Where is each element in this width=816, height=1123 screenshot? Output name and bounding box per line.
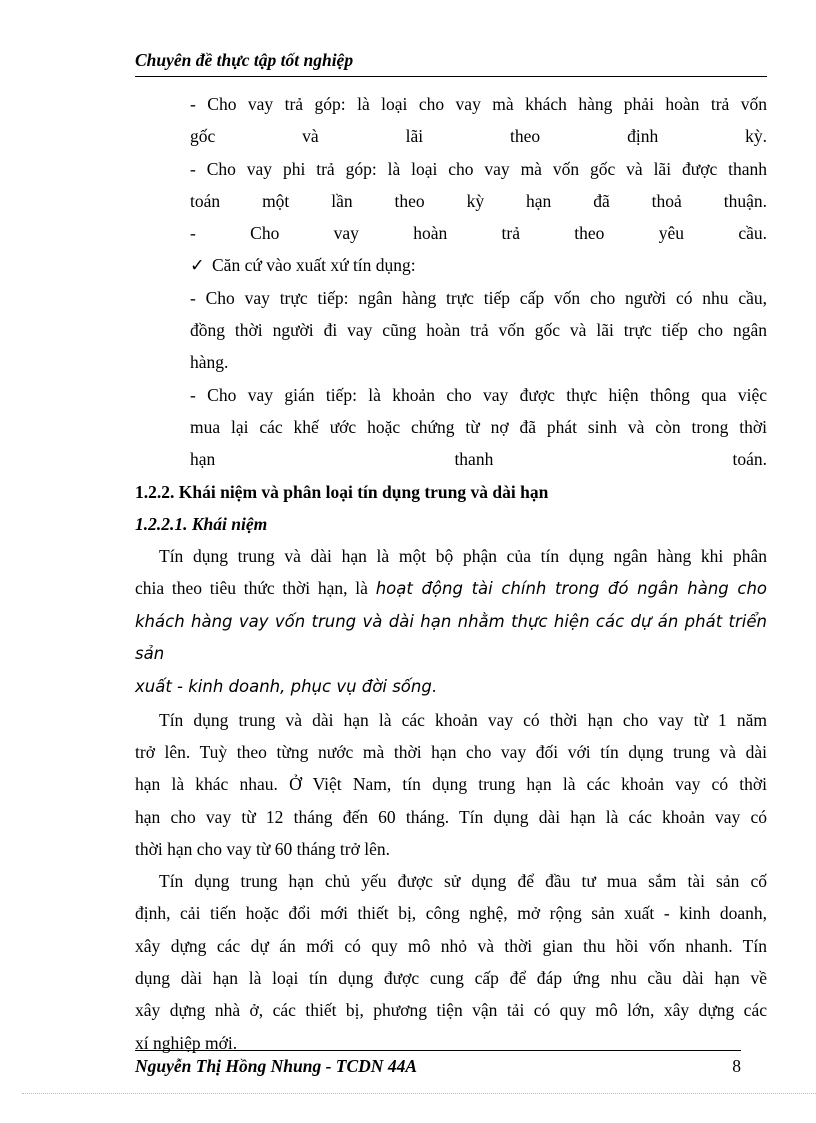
text-line: dụng dài hạn là loại tín dụng được cung cấp để đáp ứng nhu cầu dài hạn về <box>135 968 767 989</box>
text-line: hạn là khác nhau. Ở Việt Nam, tín dụng trung hạn là các khoản vay có thời <box>135 774 767 795</box>
italic-definition: xuất - kinh doanh, phục vụ đời sống <box>135 677 432 697</box>
text-line: mua lại các khế ước hoặc chứng từ nợ đã phát sinh và còn trong thời <box>190 416 767 437</box>
text-segment: . <box>431 676 437 697</box>
section-heading: 1.2.2. Khái niệm và phân loại tín dụng trung và dài hạn <box>135 481 549 502</box>
text-line: định, cải tiến hoặc đổi mới thiết bị, công nghệ, mở rộng sản xuất - kinh doanh, <box>135 903 767 924</box>
text-line: Tín dụng trung và dài hạn là các khoản vay có thời hạn cho vay từ 1 năm <box>159 709 767 730</box>
italic-definition: hoạt động tài chính trong đó ngân hàng cho <box>375 579 767 599</box>
text-line: Tín dụng trung và dài hạn là một bộ phận của tín dụng ngân hàng khi phân <box>159 546 767 567</box>
text-segment: chia theo tiêu thức thời hạn, là <box>135 578 376 599</box>
text-line: xây dựng nhà ở, các thiết bị, phương tiện vận tải có quy mô lớn, xây dựng các <box>135 1000 767 1021</box>
header-divider <box>135 76 767 77</box>
bullet-direct-loan <box>135 282 767 379</box>
checkmark-icon: ✓ <box>190 255 205 276</box>
text-line: - Cho vay trực tiếp: ngân hàng trực tiếp cấp vốn cho người có nhu cầu, <box>190 287 767 308</box>
text-line: - Cho vay phi trả góp: là loại cho vay mà vốn gốc và lãi được thanh <box>190 158 767 179</box>
checklist-item-origin <box>135 249 767 281</box>
text-line: thời hạn cho vay từ 60 tháng trở lên. <box>135 838 390 859</box>
text-line: - Cho vay gián tiếp: là khoản cho vay được thực hiện thông qua việc <box>190 384 767 405</box>
text-line: gốc và lãi theo định kỳ. <box>190 126 767 147</box>
text-line: toán một lần theo kỳ hạn đã thoả thuận. <box>190 190 767 211</box>
italic-definition: khách hàng vay vốn trung và dài hạn nhằm thực hiện các dự án phát triển sản <box>135 611 767 664</box>
text-line: trở lên. Tuỳ theo từng nước mà thời hạn cho vay đối với tín dụng trung và dài <box>135 741 767 762</box>
page-header <box>135 48 767 77</box>
text-line <box>135 670 767 703</box>
text-line: xây dựng các dự án mới có quy mô nhỏ và thời gian thu hồi vốn nhanh. Tín <box>135 935 767 956</box>
paragraph-definition <box>135 540 767 703</box>
footer-divider <box>135 1050 741 1051</box>
text-line: Tín dụng trung hạn chủ yếu được sử dụng để đầu tư mua sắm tài sản cố <box>159 871 767 892</box>
text-line: hạn thanh toán. <box>190 449 767 470</box>
text-line: hạn cho vay từ 12 tháng đến 60 tháng. Tín dụng dài hạn là các khoản vay có <box>135 806 767 827</box>
subsection-heading: 1.2.2.1. Khái niệm <box>135 513 268 534</box>
page-footer <box>135 1053 741 1079</box>
text-line <box>135 572 767 605</box>
page-boundary <box>22 1093 816 1094</box>
text-line: hàng. <box>190 352 229 373</box>
footer-author: Nguyễn Thị Hồng Nhung - TCDN 44A <box>135 1056 417 1076</box>
paragraph-usage <box>135 865 767 1059</box>
bullet-on-demand-loan <box>135 217 767 249</box>
text-line: xí nghiệp mới. <box>135 1032 238 1053</box>
bullet-installment-loan <box>135 88 767 153</box>
text-line: - Cho vay hoàn trả theo yêu cầu. <box>190 223 767 244</box>
document-body <box>135 88 767 1059</box>
paragraph-term-definition <box>135 704 767 865</box>
document-title: Chuyên đề thực tập tốt nghiệp <box>135 50 354 70</box>
text-line: đồng thời người đi vay cũng hoàn trả vốn gốc và lãi trực tiếp cho ngân <box>190 320 767 341</box>
checklist-item-label: Căn cứ vào xuất xứ tín dụng: <box>212 255 416 276</box>
page-number: 8 <box>732 1056 741 1076</box>
bullet-non-installment-loan <box>135 153 767 218</box>
text-line: - Cho vay trả góp: là loại cho vay mà khách hàng phải hoàn trả vốn <box>190 94 767 114</box>
bullet-indirect-loan <box>135 379 767 476</box>
